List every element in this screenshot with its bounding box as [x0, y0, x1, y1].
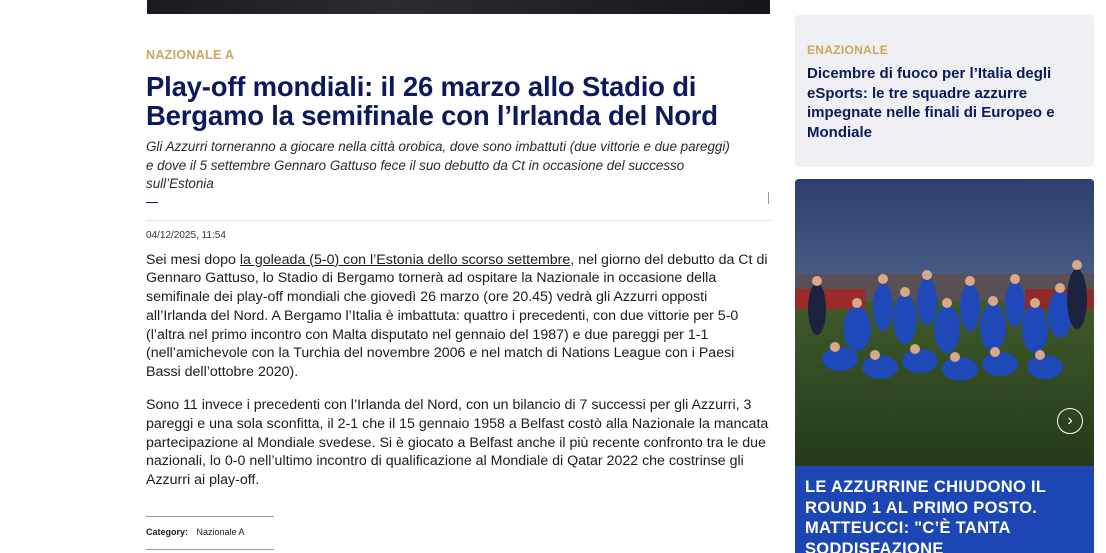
- meta-divider: [146, 516, 274, 517]
- category-label: Category:: [146, 527, 189, 537]
- estonia-match-link[interactable]: la goleada (5-0) con l’Estonia dello scorso settembre: [239, 251, 571, 268]
- subtitle-divider: [146, 202, 158, 203]
- article-divider: [146, 220, 771, 221]
- divider-tick: [768, 192, 769, 204]
- next-arrow-icon[interactable]: ›: [1057, 408, 1083, 434]
- paragraph-text: , nel giorno del debutto da Ct di Gennaro Gattuso, lo Stadio di Bergamo tornerà ad ospitare la Nazionale in occasione della semifinale dei play-off mondiali che giovedì 26 marzo (ore 20.45) vedrà gli Azzurri opposti all’Irlanda del Nord. A Bergamo l’Italia è imbattuta: quattro i precedenti, con due vittorie per 5-0 (l’altra nel primo incontro con Malta disputato nel gennaio del 1987) e due pareggi per 1-1 (nell’amichevole con la Turchia del novembre 2006 e nel match di Nations League con i Paesi Bassi dell’ottobre 2020).: [146, 251, 768, 381]
- article-category[interactable]: NAZIONALE A: [146, 48, 235, 62]
- article-meta: [146, 527, 245, 537]
- category-value[interactable]: Nazionale A: [196, 527, 245, 537]
- article-paragraph: [146, 251, 771, 383]
- hero-image-strip: [147, 0, 770, 14]
- related-kicker: ENAZIONALE: [807, 43, 888, 57]
- article-date: 04/12/2025, 11:54: [146, 229, 226, 241]
- promo-card[interactable]: [795, 179, 1094, 553]
- article: [146, 48, 771, 504]
- meta-divider: [146, 549, 274, 550]
- article-headline: Play-off mondiali: il 26 marzo allo Stadio di Bergamo la semifinale con l’Irlanda del Nord: [146, 71, 718, 131]
- team-celebration-photo: [795, 179, 1094, 466]
- article-body: [146, 251, 771, 491]
- related-title[interactable]: Dicembre di fuoco per l’Italia degli eSports: le tre squadre azzurre impegnate nelle finali di Europeo e Mondiale: [807, 65, 1055, 141]
- related-article-card[interactable]: [795, 15, 1094, 167]
- promo-title[interactable]: LE AZZURRINE CHIUDONO IL ROUND 1 AL PRIMO POSTO. MATTEUCCI: "C’È TANTA SODDISFAZIONE: [805, 478, 1046, 553]
- promo-caption: [795, 466, 1094, 553]
- paragraph-text: Sei mesi dopo: [146, 251, 240, 268]
- article-paragraph: Sono 11 invece i precedenti con l’Irlanda del Nord, con un bilancio di 7 successi per gli Azzurri, 3 pareggi e una sola sconfitta, il 2-1 che il 15 gennaio 1958 a Belfast costò alla Nazionale la mancata partecipazione al Mondiale svedese. Si è giocato a Belfast anche il più recente confronto tra le due nazionali, lo 0-0 nell’ultimo incontro di qualificazione al Mondiale di Qatar 2022 che costrinse gli Azzurri ai play-off.: [146, 397, 769, 489]
- article-subtitle: Gli Azzurri torneranno a giocare nella città orobica, dove sono imbattuti (due vittorie e due pareggi) e dove il 5 settembre Gennaro Gattuso fece il suo debutto da Ct in occasione del successo sull’Estonia: [146, 139, 730, 191]
